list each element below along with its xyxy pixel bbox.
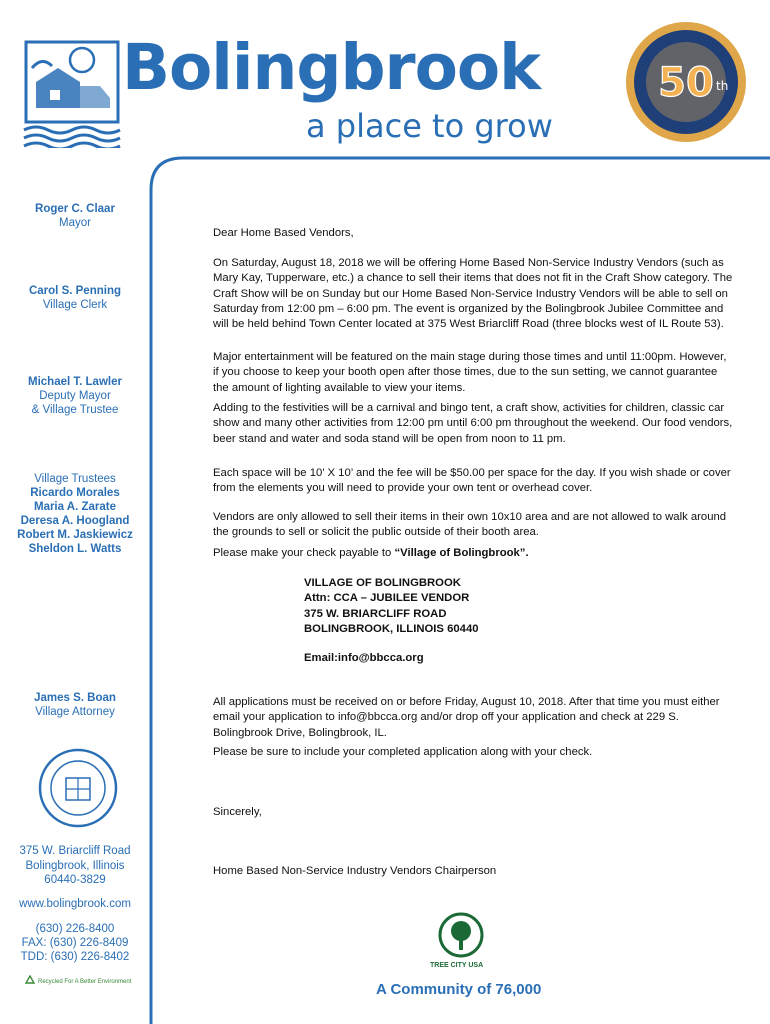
payable-prefix: Please make your check payable to <box>213 547 395 559</box>
clerk-title: Village Clerk <box>42 299 108 311</box>
paragraph-7: All applications must be received on or before Friday, August 10, 2018. After that time you must either email your application to info@bbcca.org and/or drop off your application and check at 229 S. Bolingbrook Drive, Bolingbrook, IL. <box>213 696 720 739</box>
paragraph-2: Major entertainment will be featured on the main stage during those times and until 11:00pm. However, if you choose to keep your booth open after those times, due to the sun setting, we cannot guarantee the amount of lighting available to view your items. <box>213 351 727 394</box>
address-line: 375 W. Briarcliff Road <box>19 845 131 857</box>
address-line: 375 W. BRIARCLIFF ROAD <box>304 607 447 620</box>
attorney-block <box>0 691 150 719</box>
trustee-name: Deresa A. Hoogland <box>20 515 130 527</box>
community-population: A Community of 76,000 <box>376 981 542 998</box>
salutation: Dear Home Based Vendors, <box>213 227 354 239</box>
trustee-name: Maria A. Zarate <box>33 501 117 513</box>
clerk-name: Carol S. Penning <box>28 285 121 297</box>
deputy-block <box>0 375 150 417</box>
anniversary-number: 50 <box>658 60 714 106</box>
attorney-title: Village Attorney <box>35 706 115 718</box>
deputy-name: Michael T. Lawler <box>28 376 122 388</box>
village-house-logo <box>22 38 122 148</box>
paragraph-8: Please be sure to include your completed application along with your check. <box>213 746 593 758</box>
website-link[interactable]: www.bolingbrook.com <box>19 898 131 910</box>
paragraph-3: Adding to the festivities will be a carnival and bingo tent, a craft show, activities for children, classic car show and many other activities from 12:00 pm until 6:00 pm throughout the weekend. Our food vendors, beer stand and water and soda stand will be open from noon to 11 pm. <box>213 402 733 445</box>
village-seal <box>38 748 118 828</box>
recycled-note: Recycled For A Better Environment <box>38 979 132 985</box>
trustee-name: Ricardo Morales <box>30 487 120 499</box>
phone-number: (630) 226-8400 <box>35 923 115 935</box>
contact-numbers <box>0 922 150 964</box>
tree-city-label: TREE CITY USA <box>430 962 484 969</box>
email-address: Email:info@bbcca.org <box>304 652 424 664</box>
fax-number: FAX: (630) 226-8409 <box>21 937 129 949</box>
mayor-block <box>0 202 150 230</box>
brand-name: Bolingbrook <box>122 31 541 104</box>
address-line: Attn: CCA – JUBILEE VENDOR <box>304 592 470 605</box>
deputy-title-2: & Village Trustee <box>31 404 119 416</box>
paragraph-1: On Saturday, August 18, 2018 we will be offering Home Based Non-Service Industry Vendors (such as Mary Kay, Tupperware, etc.) a chance to sell their items that does not fit in the Craft Show category. The Craft Show will be on Sunday but our Home Based Non-Service Industry Vendors will be able to sell on Saturday from 12:00 pm – 6:00 pm. The event is organized by the Bolingbrook Jubilee Committee and will be held behind Town Center located at 375 West Briarcliff Road (three blocks west of IL Route 53). <box>213 257 733 331</box>
deputy-title: Deputy Mayor <box>39 390 111 402</box>
address-line: 60440-3829 <box>44 874 106 886</box>
paragraph-6 <box>213 546 733 561</box>
tree-city-logo <box>438 912 484 958</box>
payable-name: “Village of Bolingbrook”. <box>394 547 529 559</box>
paragraph-5: Vendors are only allowed to sell their items in their own 10x10 area and are not allowed to walk around the grounds to sell or solicit the public outside of their booth area. <box>213 511 727 539</box>
trustee-name: Sheldon L. Watts <box>28 543 122 555</box>
trustee-name: Robert M. Jaskiewicz <box>17 529 133 541</box>
mailing-address <box>304 576 479 637</box>
recycle-icon <box>24 975 36 987</box>
trustees-heading: Village Trustees <box>34 473 116 485</box>
closing: Sincerely, <box>213 806 262 818</box>
paragraph-4: Each space will be 10’ X 10’ and the fee will be $50.00 per space for the day. If you wish shade or cover from the elements you will need to provide your own tent or overhead cover. <box>213 467 731 495</box>
tdd-number: TDD: (630) 226-8402 <box>20 951 130 963</box>
address-line: VILLAGE OF BOLINGBROOK <box>304 577 461 589</box>
mayor-title: Mayor <box>59 217 91 229</box>
tagline: a place to grow <box>306 107 553 145</box>
clerk-block <box>0 284 150 312</box>
attorney-name: James S. Boan <box>34 692 116 704</box>
signature: Home Based Non-Service Industry Vendors Chairperson <box>213 865 497 877</box>
mayor-name: Roger C. Claar <box>35 203 115 215</box>
trustees-block <box>0 472 150 556</box>
address-line: BOLINGBROOK, ILLINOIS 60440 <box>304 622 479 635</box>
anniversary-badge <box>624 20 748 144</box>
village-address <box>0 844 150 888</box>
address-line: Bolingbrook, Illinois <box>25 859 125 872</box>
anniversary-suffix: th <box>716 79 729 93</box>
